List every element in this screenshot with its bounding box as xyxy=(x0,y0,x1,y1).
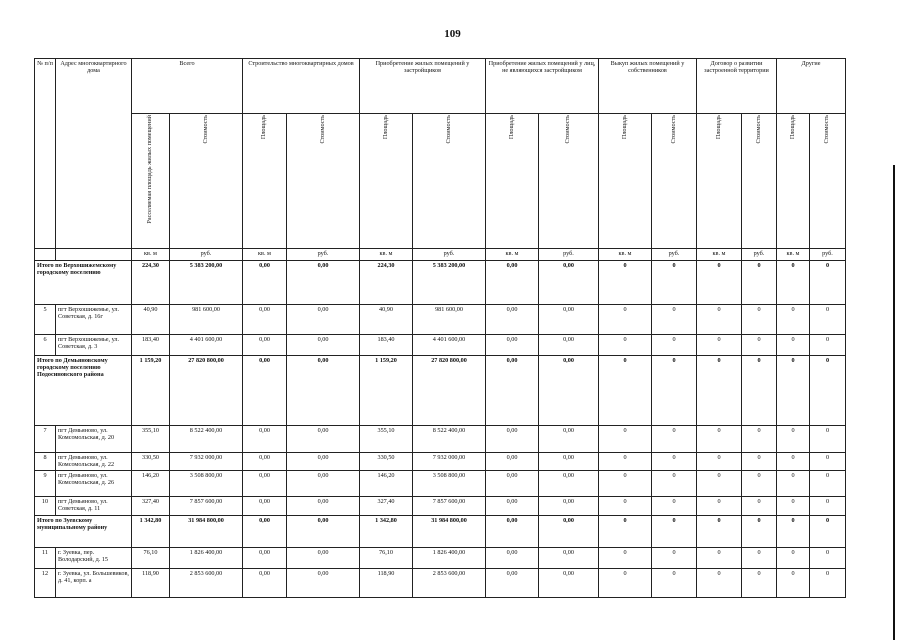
value-cell: 0,00 xyxy=(486,569,539,598)
subtotal-label: Итого по Зуевскому муниципальному району xyxy=(35,516,132,548)
value-cell: 0 xyxy=(599,548,652,569)
table-row xyxy=(35,497,846,516)
value-cell: 5 383 200,00 xyxy=(413,261,486,305)
value-cell: 0,00 xyxy=(243,471,287,497)
value-cell: 0 xyxy=(777,305,810,335)
value-cell: 0,00 xyxy=(287,453,360,471)
value-cell: 0,00 xyxy=(243,548,287,569)
subheader-cost xyxy=(170,114,243,249)
value-cell: 0 xyxy=(810,471,846,497)
row-number: 8 xyxy=(35,453,56,471)
row-number: 12 xyxy=(35,569,56,598)
value-cell: 0 xyxy=(742,516,777,548)
value-cell: 183,40 xyxy=(360,335,413,356)
value-cell: 118,90 xyxy=(360,569,413,598)
value-cell: 224,30 xyxy=(360,261,413,305)
subheader-cost xyxy=(742,114,777,249)
value-cell: 0 xyxy=(810,569,846,598)
value-cell: 40,90 xyxy=(360,305,413,335)
value-cell: 0 xyxy=(599,471,652,497)
table-body xyxy=(35,261,846,598)
value-cell: 0 xyxy=(599,453,652,471)
subheader-cost xyxy=(287,114,360,249)
value-cell: 0 xyxy=(599,261,652,305)
value-cell: 0 xyxy=(742,471,777,497)
header-group-territory-contract: Договор о развитии застроенной территории xyxy=(697,59,777,114)
unit-cell: руб. xyxy=(539,249,599,261)
value-cell: 0 xyxy=(697,453,742,471)
units-row xyxy=(35,249,846,261)
value-cell: 0 xyxy=(599,497,652,516)
value-cell: 0 xyxy=(777,335,810,356)
subheader-label: Стоимость xyxy=(444,115,452,144)
unit-cell: руб. xyxy=(287,249,360,261)
value-cell: 7 857 600,00 xyxy=(170,497,243,516)
value-cell: 0 xyxy=(697,356,742,426)
value-cell: 1 826 400,00 xyxy=(413,548,486,569)
value-cell: 0 xyxy=(652,548,697,569)
unit-cell: руб. xyxy=(742,249,777,261)
row-number: 6 xyxy=(35,335,56,356)
value-cell: 0 xyxy=(697,426,742,453)
row-address: пгт Демьяново, ул. Комсомольская, д. 22 xyxy=(56,453,132,471)
value-cell: 330,50 xyxy=(132,453,170,471)
unit-cell: руб. xyxy=(170,249,243,261)
value-cell: 0,00 xyxy=(539,548,599,569)
value-cell: 8 522 400,00 xyxy=(413,426,486,453)
subheader-label: Стоимость xyxy=(754,115,762,144)
unit-cell: кв. м xyxy=(360,249,413,261)
value-cell: 0 xyxy=(697,471,742,497)
table-row xyxy=(35,548,846,569)
value-cell: 0 xyxy=(810,548,846,569)
resettlement-table xyxy=(34,58,846,598)
value-cell: 0,00 xyxy=(243,426,287,453)
value-cell: 0,00 xyxy=(287,548,360,569)
value-cell: 0 xyxy=(697,569,742,598)
subtotal-row xyxy=(35,261,846,305)
value-cell: 0 xyxy=(652,356,697,426)
unit-cell: руб. xyxy=(652,249,697,261)
subheader-label: Площадь xyxy=(620,115,628,140)
unit-cell: кв. м xyxy=(486,249,539,261)
value-cell: 0 xyxy=(810,426,846,453)
value-cell: 1 342,80 xyxy=(360,516,413,548)
row-address: пгт Демьяново, ул. Комсомольская, д. 20 xyxy=(56,426,132,453)
value-cell: 0 xyxy=(777,497,810,516)
value-cell: 0 xyxy=(742,569,777,598)
value-cell: 0,00 xyxy=(486,335,539,356)
value-cell: 327,40 xyxy=(360,497,413,516)
value-cell: 0 xyxy=(810,261,846,305)
value-cell: 0 xyxy=(599,335,652,356)
value-cell: 1 342,80 xyxy=(132,516,170,548)
unit-cell: кв. м xyxy=(697,249,742,261)
value-cell: 0 xyxy=(652,516,697,548)
value-cell: 0 xyxy=(697,261,742,305)
value-cell: 0 xyxy=(742,305,777,335)
value-cell: 0,00 xyxy=(539,453,599,471)
value-cell: 40,90 xyxy=(132,305,170,335)
header-no: № п/п xyxy=(35,59,56,249)
value-cell: 0 xyxy=(652,305,697,335)
page-number: 109 xyxy=(444,28,461,40)
subheader-label: Стоимость xyxy=(823,115,831,144)
subheader-label: Стоимость xyxy=(318,115,326,144)
value-cell: 0,00 xyxy=(486,305,539,335)
value-cell: 0 xyxy=(810,516,846,548)
value-cell: 0 xyxy=(810,305,846,335)
value-cell: 0,00 xyxy=(287,356,360,426)
value-cell: 0,00 xyxy=(243,305,287,335)
value-cell: 0 xyxy=(742,261,777,305)
value-cell: 0,00 xyxy=(243,356,287,426)
table-row xyxy=(35,453,846,471)
subheader-label: Стоимость xyxy=(201,115,209,144)
value-cell: 0 xyxy=(810,497,846,516)
unit-cell: кв. м xyxy=(243,249,287,261)
value-cell: 1 159,20 xyxy=(360,356,413,426)
value-cell: 0 xyxy=(777,471,810,497)
subheader-label: Стоимость xyxy=(564,115,572,144)
value-cell: 981 600,00 xyxy=(170,305,243,335)
value-cell: 0 xyxy=(777,426,810,453)
value-cell: 0,00 xyxy=(287,516,360,548)
value-cell: 981 600,00 xyxy=(413,305,486,335)
value-cell: 355,10 xyxy=(132,426,170,453)
units-blank xyxy=(35,249,56,261)
value-cell: 0 xyxy=(599,516,652,548)
row-address: пгт Верхошижемье, ул. Советская, д. 3 xyxy=(56,335,132,356)
value-cell: 0,00 xyxy=(486,548,539,569)
value-cell: 0,00 xyxy=(539,569,599,598)
header-group-construction: Строительство многоквартирных домов xyxy=(243,59,360,114)
value-cell: 0,00 xyxy=(539,471,599,497)
value-cell: 0,00 xyxy=(243,516,287,548)
value-cell: 0 xyxy=(777,548,810,569)
subtotal-row xyxy=(35,516,846,548)
value-cell: 0 xyxy=(810,335,846,356)
value-cell: 327,40 xyxy=(132,497,170,516)
row-number: 7 xyxy=(35,426,56,453)
subheader-cost xyxy=(413,114,486,249)
row-number: 10 xyxy=(35,497,56,516)
row-address: пгт Демьяново, ул. Комсомольская, д. 26 xyxy=(56,471,132,497)
subheader-label: Площадь xyxy=(714,115,722,140)
subheader-label: Площадь xyxy=(788,115,796,140)
subheader-label: Площадь xyxy=(260,115,268,140)
unit-cell: кв. м xyxy=(132,249,170,261)
header-group-row xyxy=(35,59,846,114)
value-cell: 1 826 400,00 xyxy=(170,548,243,569)
subheader-label: Расселяемая площадь жилых помещений xyxy=(146,115,154,224)
unit-cell: руб. xyxy=(413,249,486,261)
header-group-buyout: Выкуп жилых помещений у собственников xyxy=(599,59,697,114)
value-cell: 0,00 xyxy=(287,569,360,598)
value-cell: 0 xyxy=(697,335,742,356)
value-cell: 118,90 xyxy=(132,569,170,598)
value-cell: 0,00 xyxy=(486,261,539,305)
value-cell: 76,10 xyxy=(360,548,413,569)
subheader-area xyxy=(697,114,742,249)
table-row xyxy=(35,471,846,497)
value-cell: 0 xyxy=(599,356,652,426)
subtotal-row xyxy=(35,356,846,426)
value-cell: 27 820 800,00 xyxy=(413,356,486,426)
unit-cell: кв. м xyxy=(777,249,810,261)
value-cell: 0 xyxy=(742,426,777,453)
row-address: пгт Верхошижемье, ул. Советская, д. 16г xyxy=(56,305,132,335)
value-cell: 0,00 xyxy=(243,569,287,598)
value-cell: 0,00 xyxy=(287,426,360,453)
table-row xyxy=(35,335,846,356)
value-cell: 0 xyxy=(652,426,697,453)
value-cell: 0,00 xyxy=(486,356,539,426)
value-cell: 0,00 xyxy=(243,261,287,305)
value-cell: 0,00 xyxy=(539,335,599,356)
table-header xyxy=(35,59,846,261)
value-cell: 0,00 xyxy=(539,261,599,305)
value-cell: 0 xyxy=(742,453,777,471)
table-row xyxy=(35,305,846,335)
value-cell: 2 853 600,00 xyxy=(170,569,243,598)
value-cell: 0 xyxy=(777,356,810,426)
row-number: 5 xyxy=(35,305,56,335)
value-cell: 0,00 xyxy=(243,497,287,516)
subheader-cost xyxy=(810,114,846,249)
value-cell: 0 xyxy=(652,335,697,356)
table-row xyxy=(35,569,846,598)
value-cell: 0 xyxy=(652,497,697,516)
value-cell: 0 xyxy=(599,426,652,453)
unit-cell: руб. xyxy=(810,249,846,261)
value-cell: 224,30 xyxy=(132,261,170,305)
value-cell: 0,00 xyxy=(539,356,599,426)
subtotal-label: Итого по Демьяновскому городскому поселению Подосиновского района xyxy=(35,356,132,426)
subheader-label: Площадь xyxy=(507,115,515,140)
value-cell: 0 xyxy=(742,497,777,516)
subheader-area xyxy=(599,114,652,249)
value-cell: 0 xyxy=(599,305,652,335)
value-cell: 27 820 800,00 xyxy=(170,356,243,426)
row-address: г. Зуевка, ул. Большевиков, д. 41, корп. а xyxy=(56,569,132,598)
subheader-cost xyxy=(652,114,697,249)
value-cell: 0 xyxy=(810,453,846,471)
header-group-other: Другие xyxy=(777,59,846,114)
value-cell: 7 857 600,00 xyxy=(413,497,486,516)
value-cell: 0 xyxy=(777,261,810,305)
value-cell: 8 522 400,00 xyxy=(170,426,243,453)
value-cell: 0 xyxy=(777,516,810,548)
header-group-nondeveloper-purchase: Приобретение жилых помещений у лиц, не являющихся застройщиком xyxy=(486,59,599,114)
header-sub-row xyxy=(35,114,846,249)
value-cell: 0,00 xyxy=(287,335,360,356)
value-cell: 0 xyxy=(810,356,846,426)
value-cell: 0 xyxy=(652,261,697,305)
value-cell: 0,00 xyxy=(243,335,287,356)
value-cell: 146,20 xyxy=(360,471,413,497)
subheader-area xyxy=(360,114,413,249)
value-cell: 0 xyxy=(777,453,810,471)
header-group-developer-purchase: Приобретение жилых помещений у застройщиков xyxy=(360,59,486,114)
value-cell: 0,00 xyxy=(486,471,539,497)
value-cell: 5 383 200,00 xyxy=(170,261,243,305)
value-cell: 0 xyxy=(697,497,742,516)
value-cell: 0,00 xyxy=(486,497,539,516)
value-cell: 3 508 800,00 xyxy=(170,471,243,497)
value-cell: 0,00 xyxy=(539,426,599,453)
value-cell: 0 xyxy=(697,305,742,335)
value-cell: 0 xyxy=(777,569,810,598)
header-address: Адрес многоквартирного дома xyxy=(56,59,132,249)
value-cell: 0,00 xyxy=(287,497,360,516)
value-cell: 0,00 xyxy=(486,426,539,453)
value-cell: 0 xyxy=(697,516,742,548)
value-cell: 0,00 xyxy=(486,453,539,471)
value-cell: 0 xyxy=(599,569,652,598)
value-cell: 146,20 xyxy=(132,471,170,497)
value-cell: 0,00 xyxy=(486,516,539,548)
value-cell: 0,00 xyxy=(539,497,599,516)
value-cell: 3 508 800,00 xyxy=(413,471,486,497)
subheader-area xyxy=(243,114,287,249)
subtotal-label: Итого по Верхошижемскому городскому поселению xyxy=(35,261,132,305)
value-cell: 0,00 xyxy=(287,471,360,497)
page-edge-line xyxy=(893,165,895,640)
row-number: 9 xyxy=(35,471,56,497)
value-cell: 330,50 xyxy=(360,453,413,471)
value-cell: 31 984 800,00 xyxy=(170,516,243,548)
value-cell: 0,00 xyxy=(287,261,360,305)
value-cell: 4 401 600,00 xyxy=(170,335,243,356)
value-cell: 2 853 600,00 xyxy=(413,569,486,598)
subheader-label: Стоимость xyxy=(669,115,677,144)
value-cell: 0 xyxy=(742,335,777,356)
header-group-total: Всего xyxy=(132,59,243,114)
value-cell: 0 xyxy=(652,453,697,471)
value-cell: 183,40 xyxy=(132,335,170,356)
row-number: 11 xyxy=(35,548,56,569)
value-cell: 0,00 xyxy=(539,305,599,335)
value-cell: 0 xyxy=(742,548,777,569)
value-cell: 0 xyxy=(652,569,697,598)
value-cell: 0 xyxy=(742,356,777,426)
table-row xyxy=(35,426,846,453)
value-cell: 0 xyxy=(697,548,742,569)
value-cell: 0 xyxy=(652,471,697,497)
value-cell: 1 159,20 xyxy=(132,356,170,426)
value-cell: 0,00 xyxy=(243,453,287,471)
value-cell: 7 932 000,00 xyxy=(170,453,243,471)
subheader-label: Площадь xyxy=(381,115,389,140)
value-cell: 31 984 800,00 xyxy=(413,516,486,548)
row-address: пгт Демьяново, ул. Советская, д. 11 xyxy=(56,497,132,516)
value-cell: 355,10 xyxy=(360,426,413,453)
units-blank xyxy=(56,249,132,261)
subheader-area xyxy=(486,114,539,249)
value-cell: 7 932 000,00 xyxy=(413,453,486,471)
unit-cell: кв. м xyxy=(599,249,652,261)
value-cell: 0,00 xyxy=(539,516,599,548)
value-cell: 76,10 xyxy=(132,548,170,569)
subheader-cost xyxy=(539,114,599,249)
value-cell: 4 401 600,00 xyxy=(413,335,486,356)
subheader-area xyxy=(777,114,810,249)
subheader-area xyxy=(132,114,170,249)
value-cell: 0,00 xyxy=(287,305,360,335)
row-address: г. Зуевка, пер. Володарский, д. 15 xyxy=(56,548,132,569)
